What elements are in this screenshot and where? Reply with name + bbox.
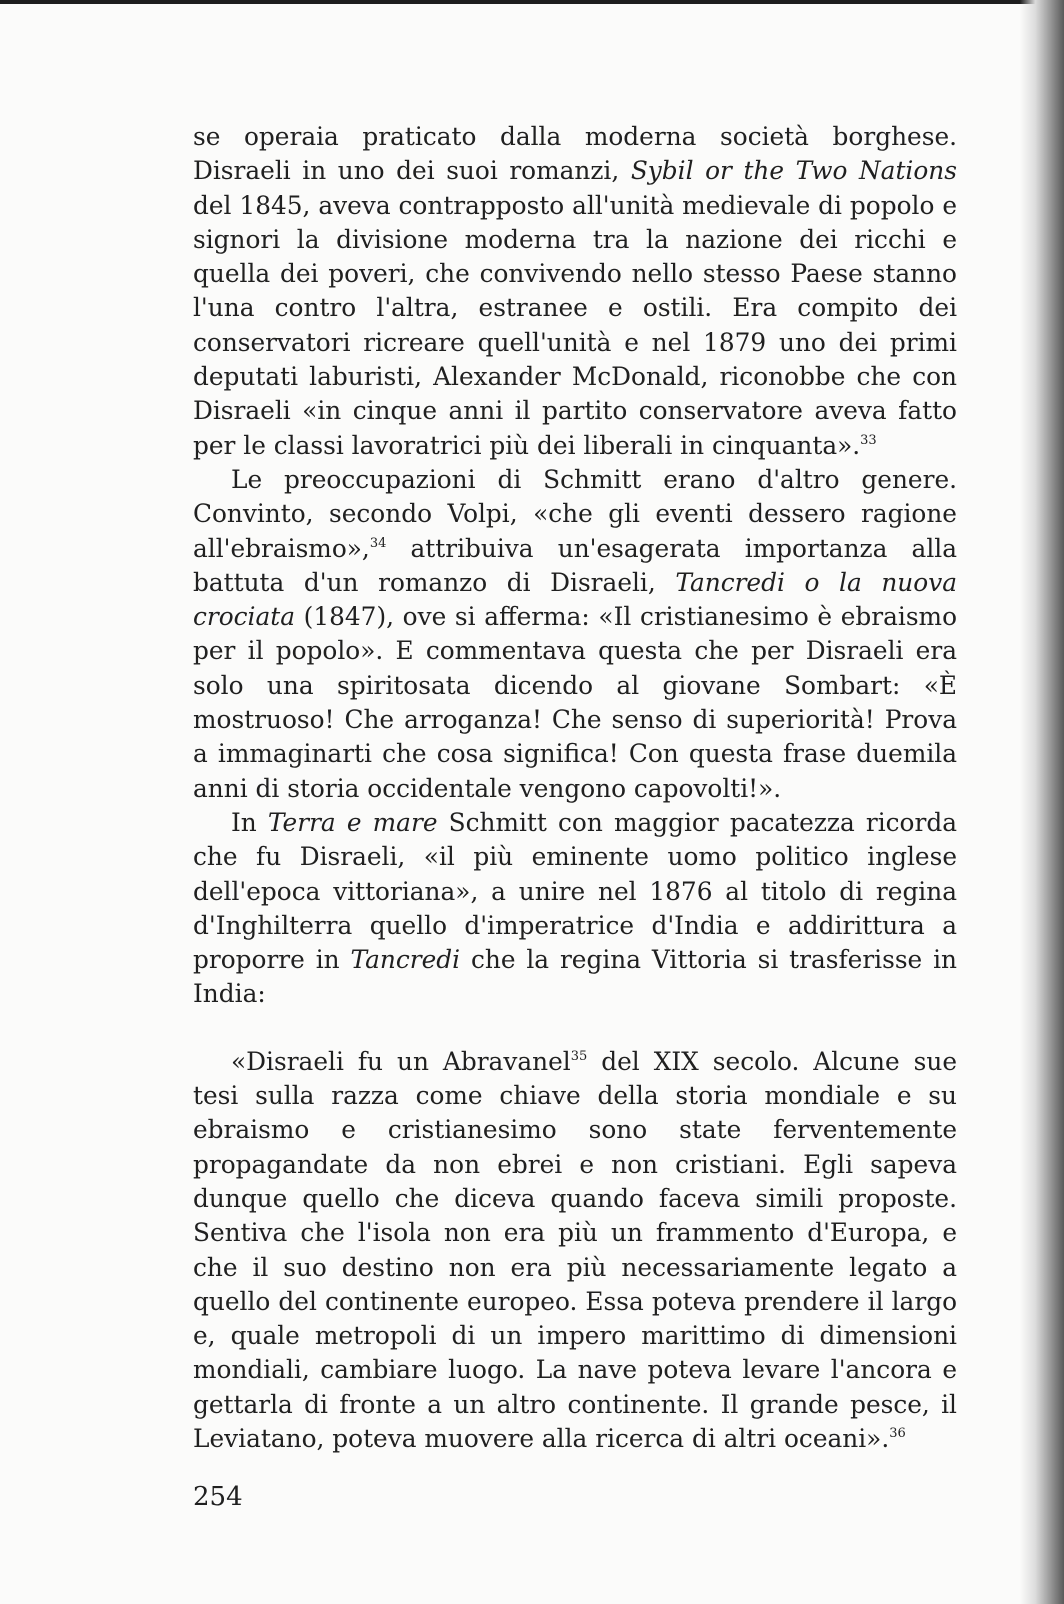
text-run: che la regina Vittoria si trasferisse in India: bbox=[193, 945, 958, 1009]
footnote-marker: 36 bbox=[889, 1425, 906, 1441]
paragraph-terra-e-mare bbox=[193, 806, 957, 1012]
paragraph-schmitt-concerns bbox=[193, 463, 957, 806]
text-run: del 1845, aveva contrapposto all'unità medievale di popolo e signori la divisione moderna tra la nazione dei ricchi e quella dei poveri, che convivendo nello stesso Paese stanno l'una contro l'altra, estranee e ostili. Era compito dei conservatori ricreare quell'unità e nel 1879 uno dei primi deputati laburisti, Alexander McDonald, riconobbe che con Disraeli «in cinque anni il partito conservatore aveva fatto per le classi lavoratrici più dei liberali in cinquanta». bbox=[193, 190, 957, 460]
footnote-marker: 34 bbox=[369, 535, 387, 551]
text-run: Le preoccupazioni di Schmitt erano d'altro genere. Convinto, secondo Volpi, «che gli eventi dessero ragione all'ebraismo», bbox=[193, 464, 957, 563]
paragraph-disraeli-two-nations bbox=[193, 120, 957, 463]
text-run: attribuiva un'esagerata importanza alla battuta d'un romanzo di Disraeli, bbox=[193, 533, 957, 597]
text-run: del XIX secolo. Alcune sue tesi sulla razza come chiave della storia mondiale e su ebraismo e cristianesimo sono state ferventemente propagandate da non ebrei e non cristiani. Egli sapeva dunque quello che diceva quando faceva simili proposte. Sentiva che l'isola non era più un frammento d'Europa, e che il suo destino non era più necessariamente legato a quello del continente europeo. Essa poteva prendere il largo e, quale metropoli di un impero marittimo di dimensioni mondiali, cambiare luogo. La nave poteva levare l'ancora e gettarla di fronte a un altro continente. Il grande pesce, il Leviatano, poteva muovere alla ricerca di altri oceani». bbox=[193, 1046, 957, 1453]
page-number: 254 bbox=[193, 1482, 243, 1512]
footnote-marker: 35 bbox=[570, 1048, 588, 1064]
text-run: In bbox=[231, 807, 268, 837]
text-run: Schmitt con maggior pacatezza ricorda che fu Disraeli, «il più eminente uomo politico inglese dell'epoca vittoriana», a unire nel 1876 al titolo di regina d'Inghilterra quello d'imperatrice d'India e addirittura a proporre in bbox=[193, 807, 957, 975]
italic-title: Sybil or the Two Nations bbox=[630, 156, 957, 186]
body-text bbox=[193, 120, 957, 1456]
italic-title: Tancredi bbox=[350, 945, 461, 975]
binding-shadow bbox=[1020, 0, 1064, 1604]
italic-title: Tancredi o la nuova crociata bbox=[193, 567, 957, 632]
footnote-marker: 33 bbox=[860, 432, 877, 448]
text-run: «Disraeli fu un Abravanel bbox=[231, 1046, 571, 1076]
text-run: se operaia praticato dalla moderna società borghese. Disraeli in uno dei suoi romanzi, bbox=[193, 122, 957, 186]
text-run: (1847), ove si afferma: «Il cristianesimo è ebraismo per il popolo». E commentava questa che per Disraeli era solo una spiritosata dicendo al giovane Sombart: «È mostruoso! Che arroganza! Che senso di superiorità! Prova a immaginarti che cosa significa! Con questa frase duemila anni di storia occidentale vengono capovolti!». bbox=[193, 602, 957, 803]
top-edge-rule bbox=[0, 0, 1040, 4]
italic-title: Terra e mare bbox=[267, 807, 438, 837]
block-quotation bbox=[193, 1045, 957, 1457]
